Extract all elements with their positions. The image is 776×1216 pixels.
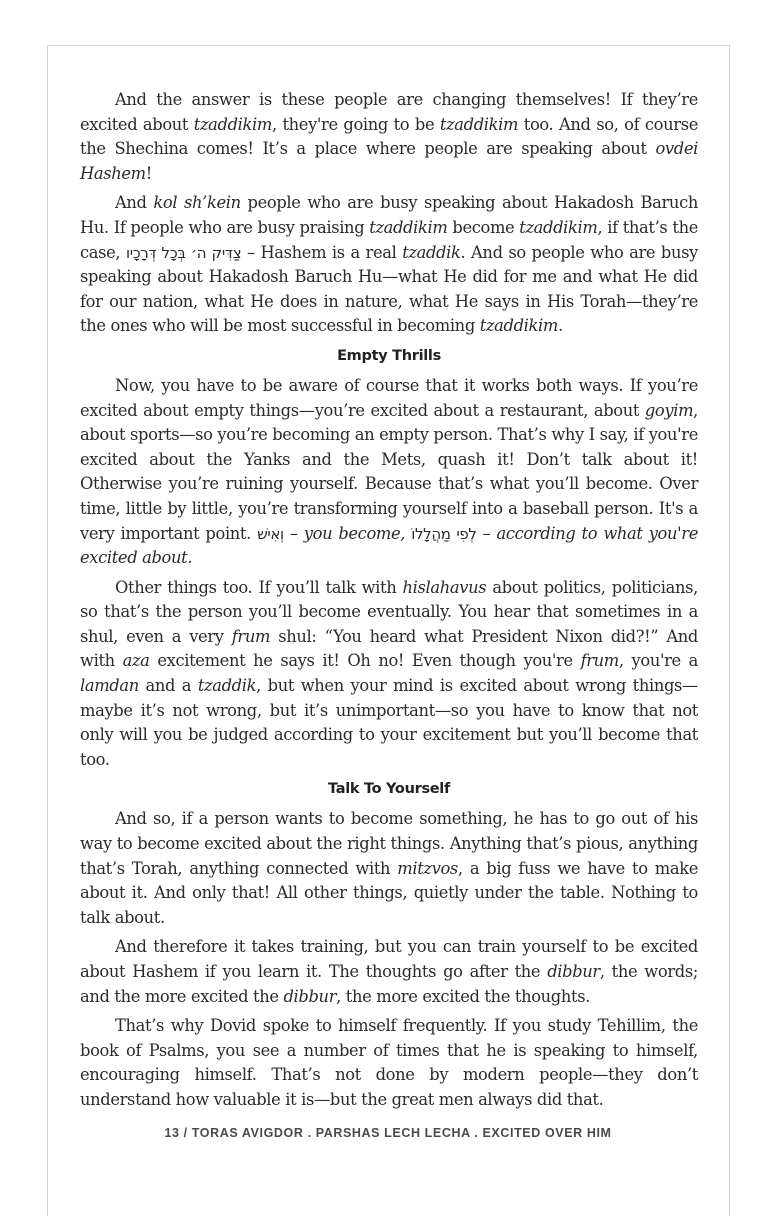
text-run: And so, if a person wants to become something, he has to go out of his way to become excited about the right things. Anything that’s pious, anything that’s Torah, anything connected with: [80, 809, 698, 878]
text-run: , they're going to be: [272, 114, 440, 134]
section-heading: Empty Thrills: [337, 347, 441, 364]
text-run: become: [447, 217, 520, 237]
text-run: , the words; and the more excited the: [80, 962, 698, 1006]
text-run: –: [476, 523, 497, 543]
italic-term: tzaddikim: [439, 114, 519, 134]
italic-term: dibbur: [283, 986, 337, 1006]
text-run: !: [145, 163, 152, 183]
text-run: , but when your mind is excited about wrong things—maybe it’s not wrong, but it’s unimportant—so you have to know that not only will you be judged according to your excitement but you’ll become that too.: [80, 676, 698, 769]
text-run: too. And so, of course the Shechina comes! It’s a place where people are speaking about: [80, 114, 698, 159]
italic-term: you become,: [303, 523, 406, 543]
italic-term: frum: [231, 626, 271, 646]
paragraph: [80, 374, 698, 571]
paragraph: [80, 935, 698, 1009]
text-run: and a: [138, 676, 198, 696]
page-footer: 13 / TORAS AVIGDOR . PARSHAS LECH LECHA . EXCITED OVER HIM: [164, 1126, 612, 1140]
text-run: , about sports—so you’re becoming an empty person. That’s why I say, if you're excited about the Yanks and the Mets, quash it! Don’t talk about it! Otherwise you’re ruining yourself. Because that’s what you’ll become. Over time, little by little, you’re transforming yourself into a baseball person. It's a very important point.: [80, 400, 698, 543]
italic-term: ovdei Hashem: [80, 139, 698, 183]
text-run: , if that’s the case,: [80, 217, 698, 262]
italic-term: dibbur: [547, 962, 600, 981]
text-run: , you're a: [618, 651, 698, 671]
italic-term: tzaddikim: [369, 217, 448, 237]
text-run: , a big fuss we have to make about it. And only that! All other things, quietly under the table. Nothing to talk about.: [80, 858, 698, 927]
text-run: excitement he says it! Oh no! Even though you're: [149, 651, 581, 671]
text-run: – Hashem is a real: [241, 242, 403, 262]
italic-term: according to what you're excited about.: [80, 523, 698, 568]
italic-term: frum: [580, 651, 619, 671]
italic-term: hislahavus: [402, 577, 487, 597]
text-run: . And so people who are busy speaking about Hakadosh Baruch Hu—what He did for me and what He did for our nation, what He does in nature, what He says in His Torah—they’re the ones who will be most successful in becoming: [80, 242, 698, 336]
italic-term: tzaddikim: [193, 114, 273, 134]
text-run: –: [283, 523, 304, 543]
paragraph: [80, 807, 698, 930]
italic-term: mitzvos: [397, 858, 458, 878]
text-run: people who are busy speaking about Hakadosh Baruch Hu. If people who are busy praising: [80, 193, 698, 237]
text-run: And therefore it takes training, but you can train yourself to be excited about Hashem if you learn it. The thoughts go after the: [80, 937, 698, 981]
section-heading: Talk To Yourself: [328, 781, 450, 798]
italic-term: kol sh’kein: [153, 193, 241, 213]
italic-term: tzaddikim: [479, 316, 558, 336]
text-run: shul: “You heard what President Nixon did?!” And with: [80, 626, 698, 671]
text-run: Now, you have to be aware of course that it works both ways. If you’re excited about empty things—you’re excited about a restaurant, about: [80, 375, 698, 420]
hebrew-quote: צַדִּיק ה׳ בְּכָל דְּרָכָיו: [125, 243, 242, 262]
italic-term: tzaddik: [197, 676, 257, 696]
text-run: Other things too. If you’ll talk with: [115, 577, 403, 597]
text-run: .: [557, 316, 563, 336]
article-body: [80, 88, 698, 1118]
hebrew-quote: לְפִי מַהֲלָלוֹ: [411, 524, 477, 543]
paragraph: [80, 1014, 698, 1112]
italic-term: goyim: [644, 400, 694, 420]
hebrew-quote: וְאִישׁ: [257, 524, 284, 543]
paragraph: [80, 191, 698, 339]
paragraph: [80, 576, 698, 773]
text-run: about politics, politicians, so that’s the person you’ll become eventually. You hear that sometimes in a shul, even a very: [80, 577, 698, 646]
italic-term: tzaddikim: [519, 217, 598, 237]
italic-term: lamdan: [80, 676, 139, 696]
paragraph: [80, 88, 698, 186]
text-run: That’s why Dovid spoke to himself frequently. If you study Tehillim, the book of Psalms, you see a number of times that he is speaking to himself, encouraging himself. That’s not done by modern people—they don’t understand how valuable it is—but the great men always did that.: [80, 1016, 698, 1109]
text-run: , the more excited the thoughts.: [336, 986, 591, 1006]
italic-term: aza: [122, 651, 150, 671]
italic-term: tzaddik: [402, 242, 461, 262]
text-run: And the answer is these people are changing themselves! If they’re excited about: [80, 90, 698, 134]
text-run: And: [115, 193, 154, 213]
